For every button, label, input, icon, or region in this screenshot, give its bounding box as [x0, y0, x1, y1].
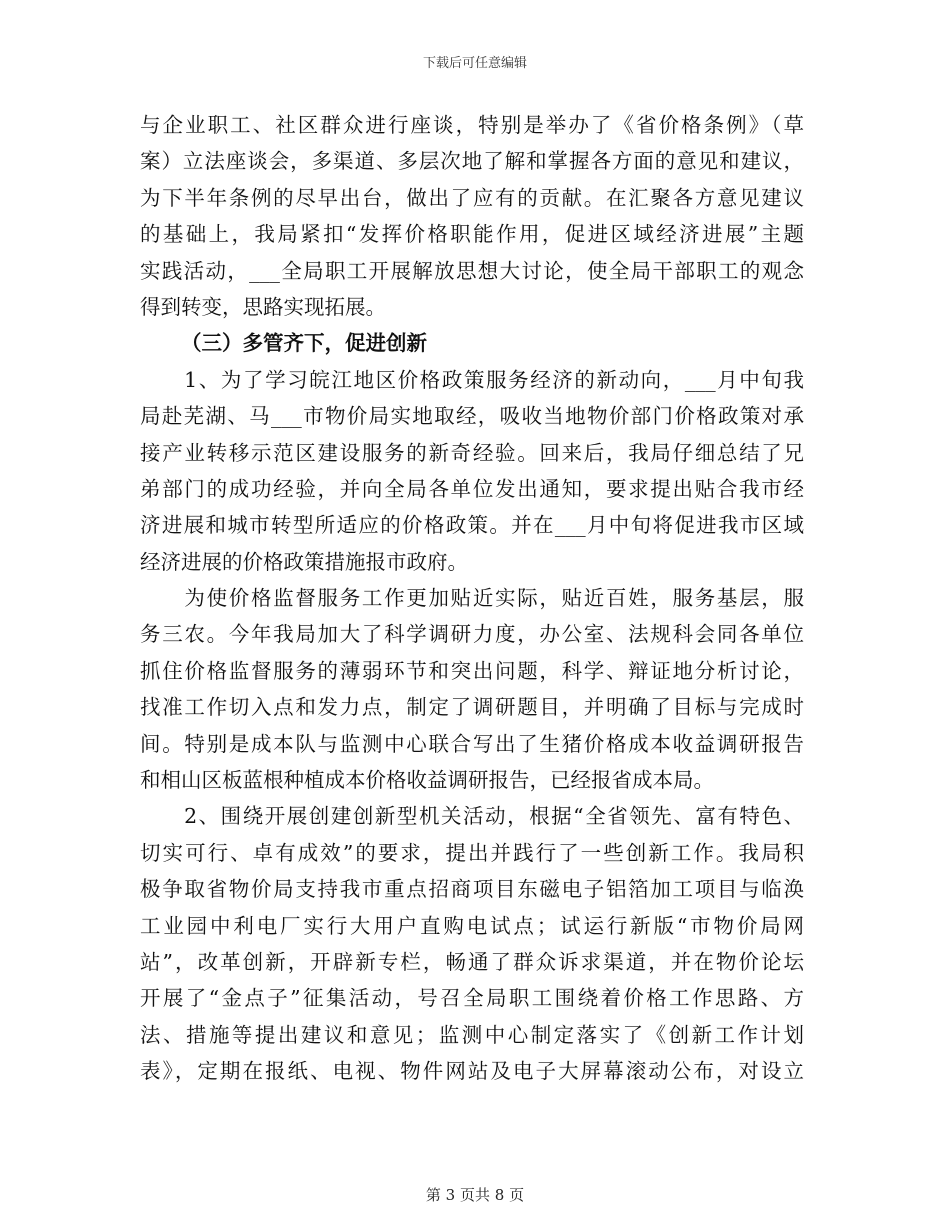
paragraph-line: 与企业职工、社区群众进行座谈，特别是举办了《省价格条例》（草 — [140, 113, 804, 137]
paragraph-line: 经济进展的价格政策措施报市政府。 — [140, 549, 468, 574]
paragraph-line: 极争取省物价局支持我市重点招商项目东磁电子铝箔加工项目与临涣 — [140, 877, 804, 902]
paragraph-line: 站”，改革创新，开辟新专栏，畅通了群众诉求渠道，并在物价论坛 — [140, 949, 804, 974]
paragraph-line: 2、围绕开展创建创新型机关活动，根据“全省领先、富有特色、 — [140, 804, 804, 829]
paragraph-line: 开展了“金点子”征集活动，号召全局职工围绕着价格工作思路、方 — [140, 986, 804, 1011]
paragraph-line: 1、为了学习皖江地区价格政策服务经济的新动向，___月中旬我 — [140, 367, 804, 392]
paragraph-line: 济进展和城市转型所适应的价格政策。并在___月中旬将促进我市区域 — [140, 513, 804, 538]
paragraph-line: 实践活动，___全局职工开展解放思想大讨论，使全局干部职工的观念 — [140, 258, 804, 283]
page-header: 下载后可任意编辑 — [422, 56, 527, 71]
paragraph-line: 切实可行、卓有成效”的要求，提出并践行了一些创新工作。我局积 — [140, 840, 804, 865]
paragraph-line: 间。特别是成本队与监测中心联合写出了生猪价格成本收益调研报告 — [140, 731, 804, 756]
paragraph-line: 案）立法座谈会，多渠道、多层次地了解和掌握各方面的意见和建议， — [140, 149, 804, 174]
paragraph-line: 接产业转移示范区建设服务的新奇经验。回来后，我局仔细总结了兄 — [140, 440, 804, 465]
paragraph-line: 和相山区板蓝根种植成本价格收益调研报告，已经报省成本局。 — [140, 768, 714, 793]
paragraph-line: 法、措施等提出建议和意见；监测中心制定落实了《创新工作计划 — [140, 1022, 804, 1047]
paragraph-line: 找准工作切入点和发力点，制定了调研题目，并明确了目标与完成时 — [140, 695, 804, 720]
paragraph-line: 工业园中利电厂实行大用户直购电试点；试运行新版“市物价局网 — [140, 913, 804, 938]
paragraph-line: 局赴芜湖、马___市物价局实地取经，吸收当地物价部门价格政策对承 — [140, 404, 804, 429]
document-body — [140, 107, 804, 1090]
paragraph-line: 表》，定期在报纸、电视、物件网站及电子大屏幕滚动公布，对设立 — [140, 1059, 804, 1084]
paragraph-line: 务三农。今年我局加大了科学调研力度，办公室、法规科会同各单位 — [140, 622, 804, 647]
section-heading: （三）多管齐下，促进创新 — [181, 331, 427, 356]
paragraph-line: 抓住价格监督服务的薄弱环节和突出问题，科学、辩证地分析讨论， — [140, 658, 804, 683]
paragraph-line: 的基础上，我局紧扣“发挥价格职能作用，促进区域经济进展”主题 — [140, 222, 804, 247]
paragraph-line: 为使价格监督服务工作更加贴近实际，贴近百姓，服务基层，服 — [140, 586, 804, 611]
paragraph-line: 为下半年条例的尽早出台，做出了应有的贡献。在汇聚各方意见建议 — [140, 185, 804, 210]
paragraph-line: 得到转变，思路实现拓展。 — [140, 294, 386, 319]
page-footer: 第 3 页共 8 页 — [425, 1186, 525, 1204]
paragraph-line: 弟部门的成功经验，并向全局各单位发出通知，要求提出贴合我市经 — [140, 476, 804, 501]
